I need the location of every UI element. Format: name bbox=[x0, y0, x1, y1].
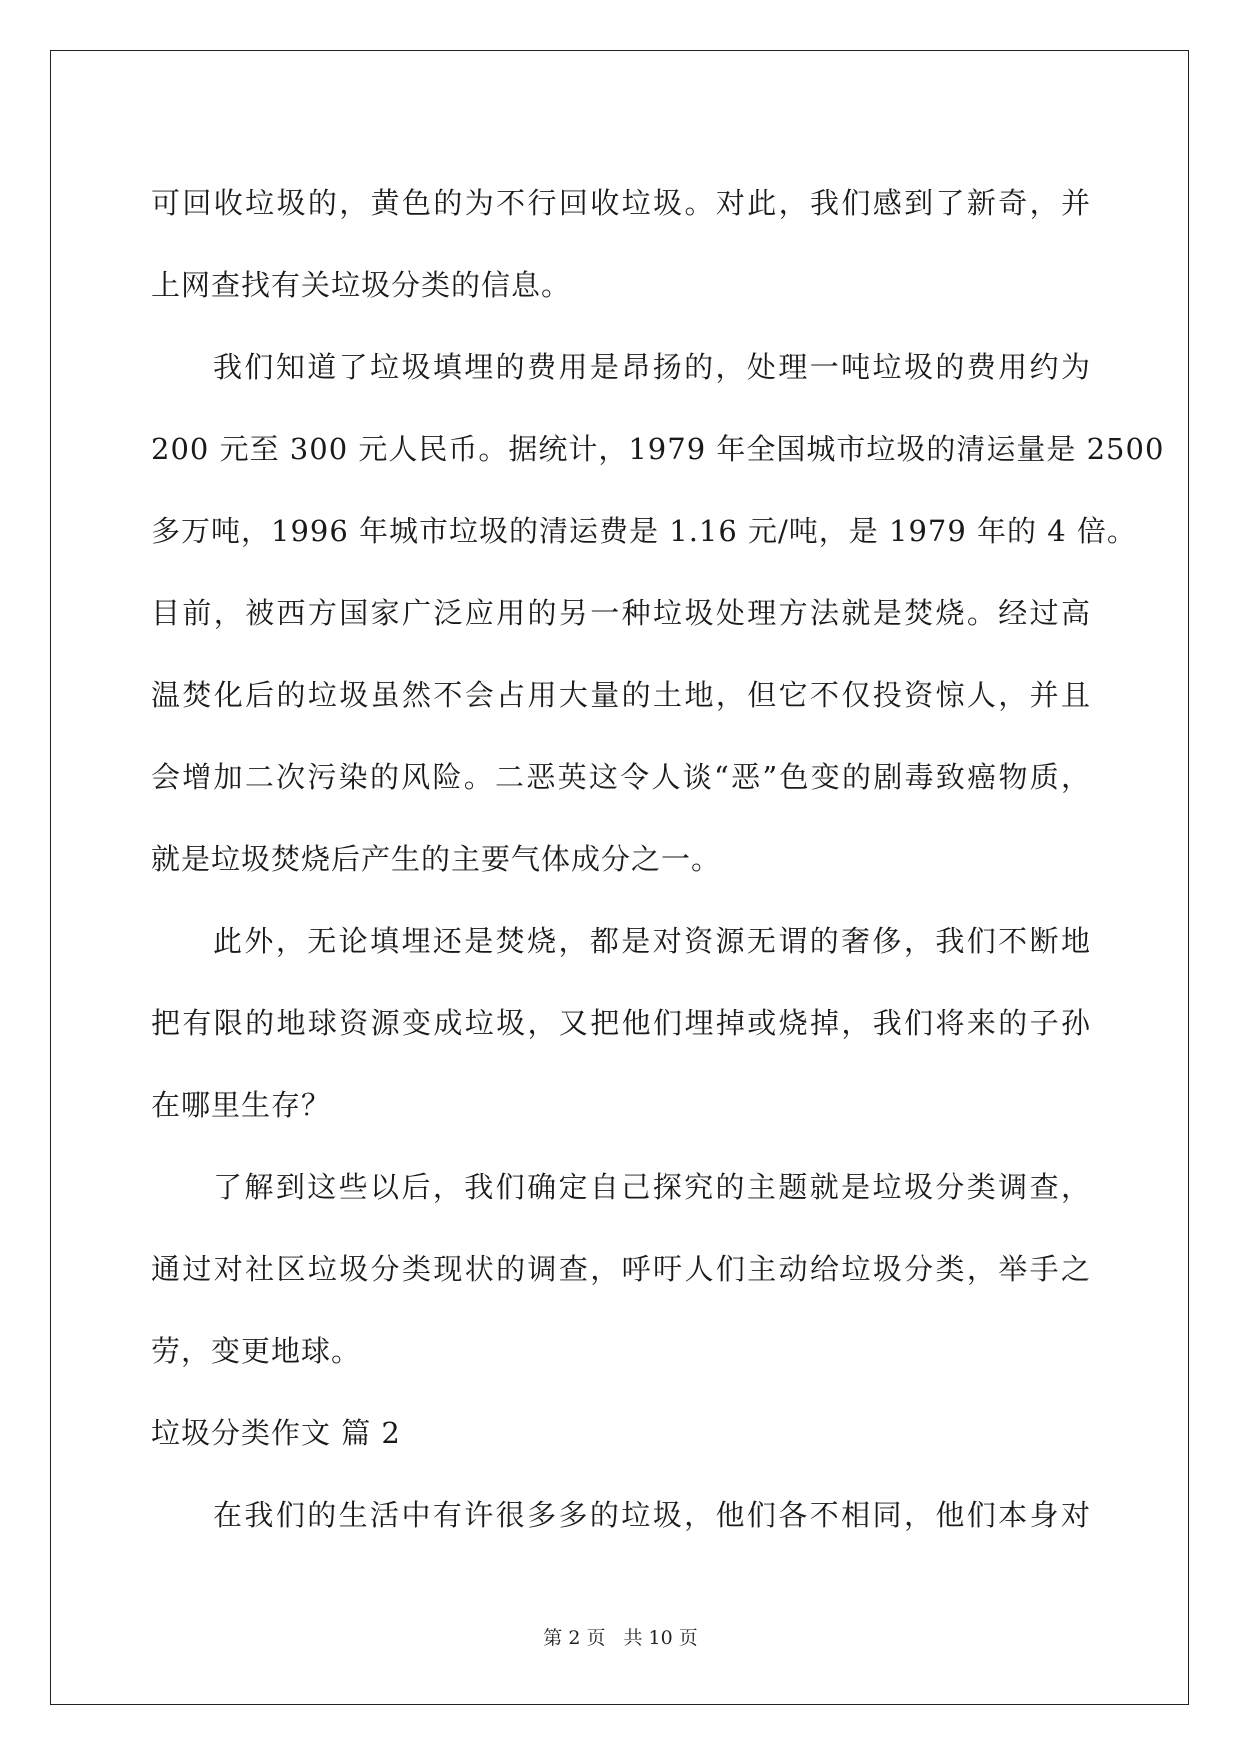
page-total: 共 10 页 bbox=[623, 1627, 698, 1649]
paragraph-line: 目前，被西方国家广泛应用的另一种垃圾处理方法就是焚烧。经过高 bbox=[151, 596, 1091, 630]
paragraph-line: 劳，变更地球。 bbox=[151, 1334, 362, 1368]
paragraph-line: 此外，无论填埋还是焚烧，都是对资源无谓的奢侈，我们不断地 bbox=[213, 924, 1091, 958]
paragraph-line: 把有限的地球资源变成垃圾，又把他们埋掉或烧掉，我们将来的子孙 bbox=[151, 1006, 1091, 1040]
paragraph-line: 会增加二次污染的风险。二恶英这令人谈“恶”色变的剧毒致癌物质， bbox=[151, 760, 1091, 794]
page-footer bbox=[0, 1623, 1241, 1650]
page-number: 第 2 页 bbox=[543, 1627, 606, 1649]
paragraph-line: 就是垃圾焚烧后产生的主要气体成分之一。 bbox=[151, 842, 722, 876]
paragraph-line: 在哪里生存？ bbox=[151, 1088, 332, 1122]
paragraph-line: 可回收垃圾的，黄色的为不行回收垃圾。对此，我们感到了新奇，并 bbox=[151, 186, 1091, 220]
paragraph-line: 在我们的生活中有许很多多的垃圾，他们各不相同，他们本身对 bbox=[213, 1498, 1091, 1532]
paragraph-line: 通过对社区垃圾分类现状的调查，呼吁人们主动给垃圾分类，举手之 bbox=[151, 1252, 1091, 1286]
paragraph-line: 了解到这些以后，我们确定自己探究的主题就是垃圾分类调查， bbox=[213, 1170, 1091, 1204]
paragraph-line: 多万吨，1996 年城市垃圾的清运费是 1.16 元/吨，是 1979 年的 4 倍。 bbox=[151, 514, 1137, 548]
paragraph-line: 我们知道了垃圾填埋的费用是昂扬的，处理一吨垃圾的费用约为 bbox=[213, 350, 1091, 384]
paragraph-line: 200 元至 300 元人民币。据统计，1979 年全国城市垃圾的清运量是 2500 bbox=[151, 432, 1165, 466]
section-heading: 垃圾分类作文 篇 2 bbox=[151, 1416, 401, 1450]
paragraph-line: 温焚化后的垃圾虽然不会占用大量的土地，但它不仅投资惊人，并且 bbox=[151, 678, 1091, 712]
document-body bbox=[151, 162, 1165, 1556]
paragraph-line: 上网查找有关垃圾分类的信息。 bbox=[151, 268, 572, 302]
